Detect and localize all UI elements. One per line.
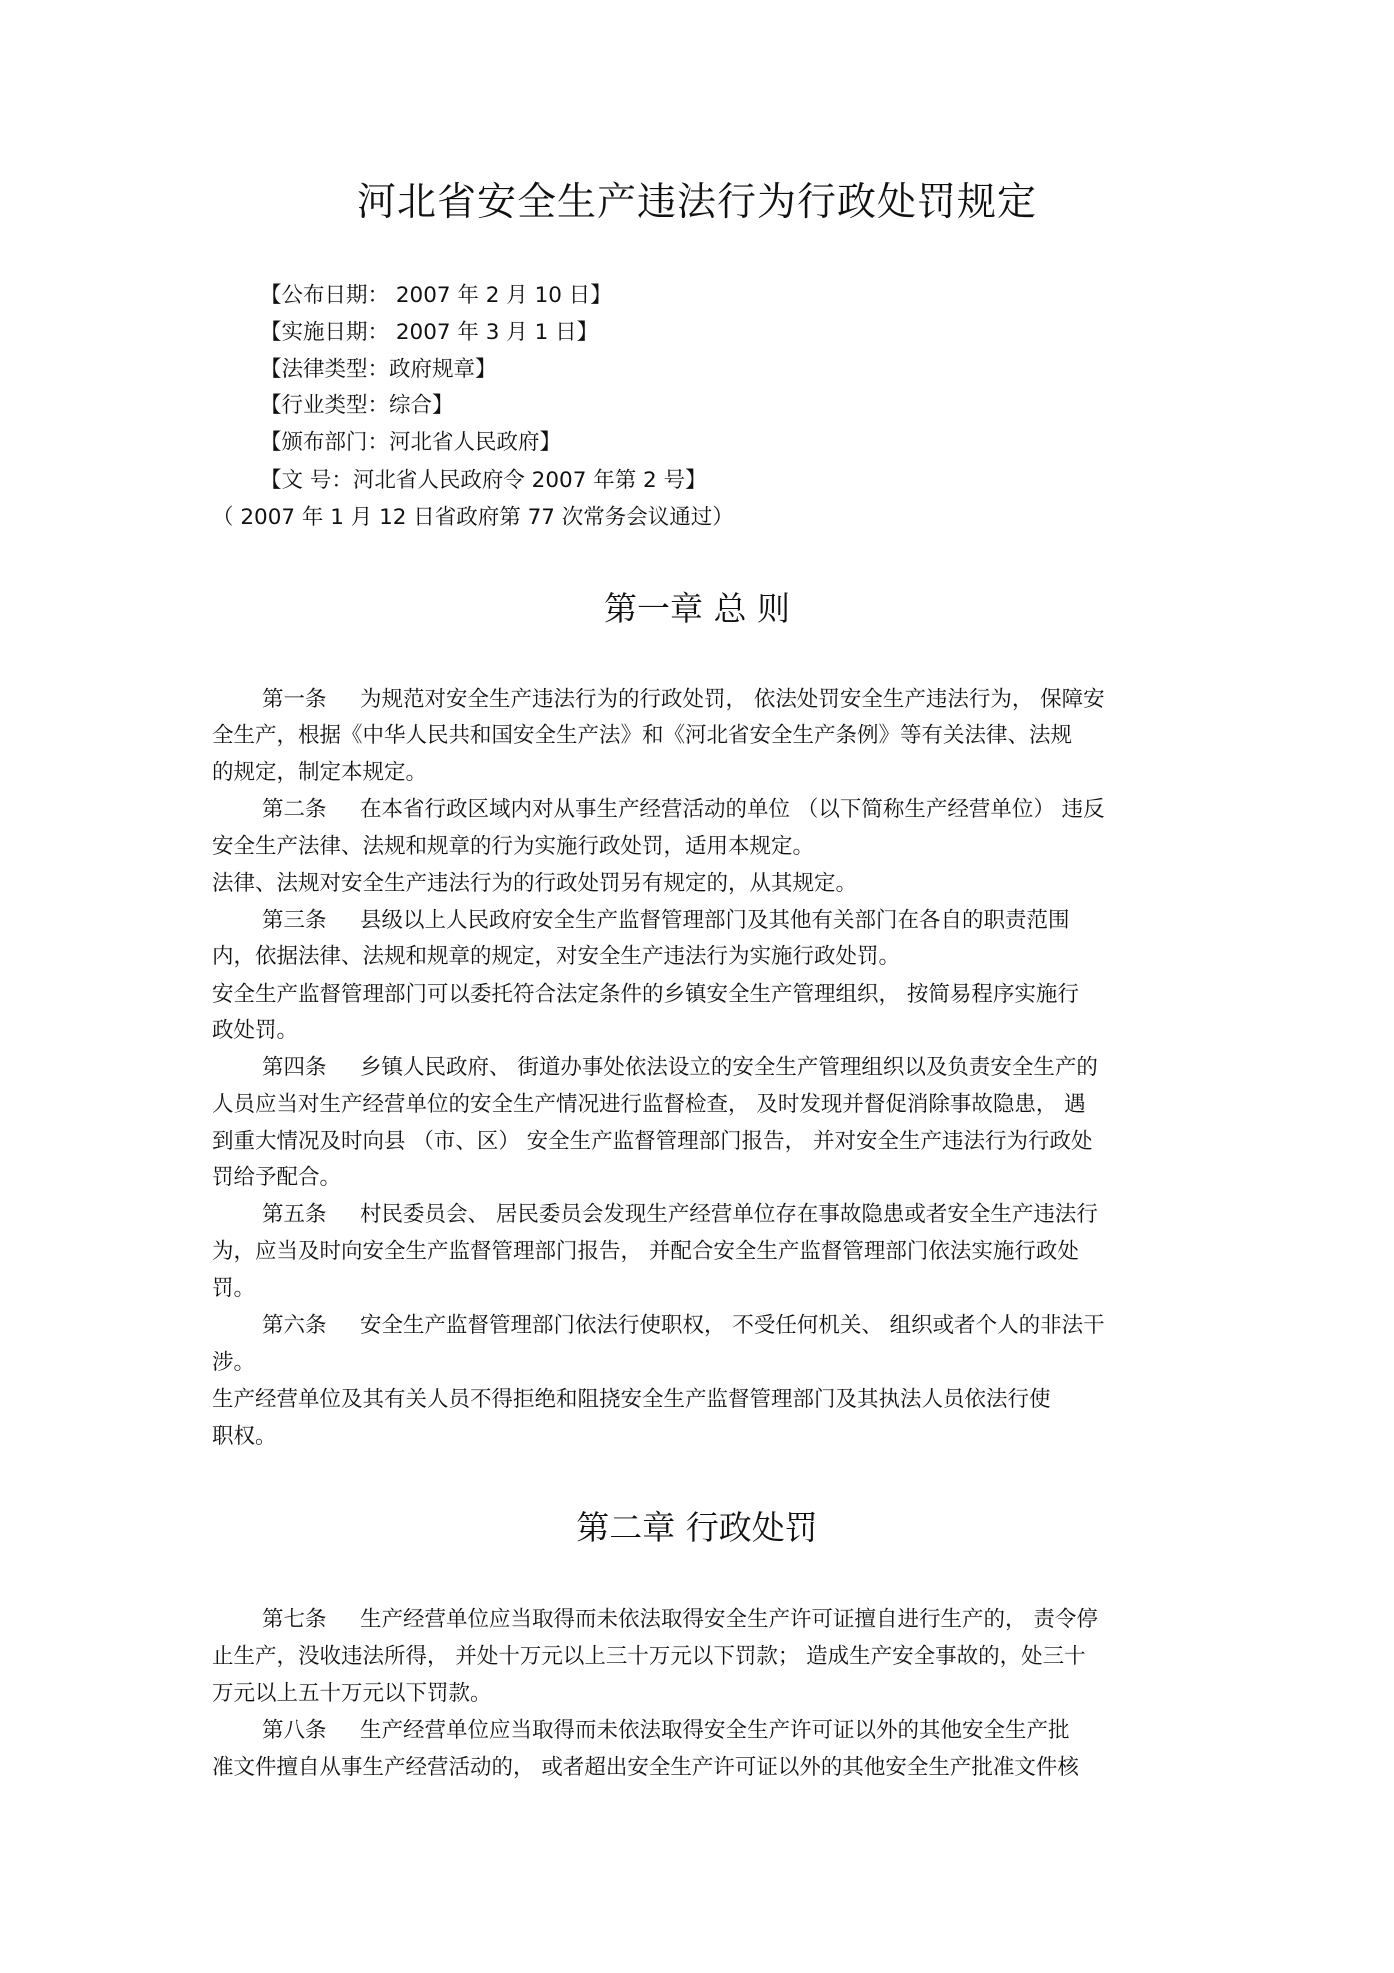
article-3-line: 政处罚。 (212, 1018, 299, 1043)
article-5-line: 罚。 (212, 1276, 256, 1301)
adoption-note: （ 2007 年 1 月 12 日省政府第 77 次常务会议通过） (212, 505, 734, 530)
article-label: 第八条 (262, 1718, 327, 1743)
meta-effective-date: 【实施日期： 2007 年 3 月 1 日】 (260, 320, 599, 345)
article-7-line: 万元以上五十万元以下罚款。 (212, 1681, 492, 1706)
article-6-line: 第六条 安全生产监督管理部门依法行使职权， 不受任何机关、 组织或者个人的非法干 (262, 1311, 1105, 1341)
article-label: 第七条 (262, 1607, 327, 1632)
article-label: 第五条 (262, 1202, 327, 1227)
article-label: 第二条 (262, 797, 327, 822)
article-label: 第三条 (262, 908, 327, 933)
article-1-line: 的规定，制定本规定。 (212, 760, 428, 785)
article-3-line: 第三条 县级以上人民政府安全生产监督管理部门及其他有关部门在各自的职责范围 (262, 906, 1070, 936)
article-6-line: 涉。 (212, 1350, 256, 1375)
article-label: 第一条 (262, 687, 327, 712)
article-5-line: 第五条 村民委员会、 居民委员会发现生产经营单位存在事故隐患或者安全生产违法行 (262, 1200, 1098, 1230)
article-label: 第六条 (262, 1313, 327, 1338)
article-3-line: 内，依据法律、法规和规章的规定，对安全生产违法行为实施行政处罚。 (212, 944, 901, 969)
article-label: 第四条 (262, 1055, 327, 1080)
document-title: 河北省安全生产违法行为行政处罚规定 (356, 180, 1037, 225)
meta-industry-type: 【行业类型：综合】 (260, 393, 454, 418)
article-4-line: 人员应当对生产经营单位的安全生产情况进行监督检查， 及时发现并督促消除事故隐患， 遇 (212, 1092, 1086, 1117)
article-4-line: 第四条 乡镇人民政府、 街道办事处依法设立的安全生产管理组织以及负责安全生产的 (262, 1053, 1098, 1083)
article-6-line: 职权。 (212, 1424, 277, 1449)
article-2-line: 第二条 在本省行政区域内对从事生产经营活动的单位 （以下简称生产经营单位） 违反 (262, 795, 1105, 825)
chapter-heading: 第一章 总 则 (604, 589, 790, 628)
meta-issuing-department: 【颁布部门：河北省人民政府】 (260, 430, 562, 455)
article-6-line: 生产经营单位及其有关人员不得拒绝和阻挠安全生产监督管理部门及其执法人员依法行使 (212, 1387, 1051, 1412)
article-4-line: 到重大情况及时向县 （市、区） 安全生产监督管理部门报告， 并对安全生产违法行为行政处 (212, 1129, 1093, 1154)
article-7-line: 止生产，没收违法所得， 并处十万元以上三十万元以下罚款； 造成生产安全事故的，处三十 (212, 1644, 1086, 1669)
article-2-line: 法律、法规对安全生产违法行为的行政处罚另有规定的，从其规定。 (212, 871, 858, 896)
meta-law-type: 【法律类型：政府规章】 (260, 357, 497, 382)
article-8-line: 准文件擅自从事生产经营活动的， 或者超出安全生产许可证以外的其他安全生产批准文件核 (212, 1755, 1079, 1780)
article-2-line: 安全生产法律、法规和规章的行为实施行政处罚，适用本规定。 (212, 834, 815, 859)
meta-publish-date: 【公布日期： 2007 年 2 月 10 日】 (260, 283, 612, 308)
article-4-line: 罚给予配合。 (212, 1165, 342, 1190)
article-1-line: 第一条 为规范对安全生产违法行为的行政处罚， 依法处罚安全生产违法行为， 保障安 (262, 685, 1105, 715)
article-1-line: 全生产，根据《中华人民共和国安全生产法》和《河北省安全生产条例》等有关法律、法规 (212, 723, 1073, 748)
chapter-heading: 第二章 行政处罚 (576, 1508, 818, 1547)
article-3-line: 安全生产监督管理部门可以委托符合法定条件的乡镇安全生产管理组织， 按简易程序实施行 (212, 982, 1079, 1007)
article-7-line: 第七条 生产经营单位应当取得而未依法取得安全生产许可证擅自进行生产的， 责令停 (262, 1605, 1098, 1635)
article-8-line: 第八条 生产经营单位应当取得而未依法取得安全生产许可证以外的其他安全生产批 (262, 1716, 1070, 1746)
meta-document-number: 【文 号：河北省人民政府令 2007 年第 2 号】 (260, 468, 707, 493)
article-5-line: 为，应当及时向安全生产监督管理部门报告， 并配合安全生产监督管理部门依法实施行政处 (212, 1239, 1079, 1264)
